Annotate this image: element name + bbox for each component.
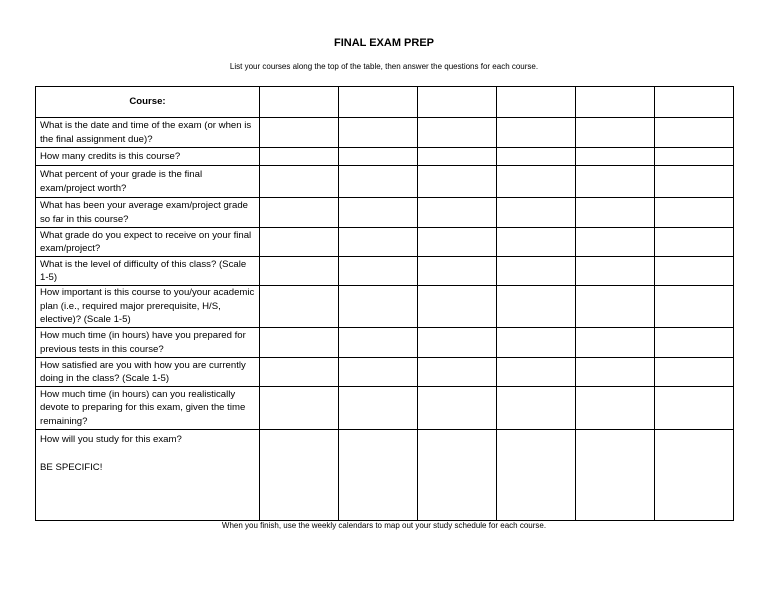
question-row <box>36 387 734 430</box>
answer-cell[interactable] <box>418 148 497 166</box>
course-header-row <box>36 87 734 118</box>
answer-cell[interactable] <box>339 118 418 148</box>
answer-cell[interactable] <box>418 198 497 228</box>
course-name-cell[interactable] <box>655 87 734 118</box>
answer-cell[interactable] <box>418 118 497 148</box>
question-label: How satisfied are you with how you are currently doing in the class? (Scale 1-5) <box>36 358 260 387</box>
answer-cell[interactable] <box>339 358 418 387</box>
answer-cell[interactable] <box>655 166 734 198</box>
course-name-cell[interactable] <box>497 87 576 118</box>
answer-cell[interactable] <box>339 430 418 521</box>
answer-cell[interactable] <box>260 430 339 521</box>
answer-cell[interactable] <box>576 387 655 430</box>
answer-cell[interactable] <box>260 328 339 358</box>
page-title: FINAL EXAM PREP <box>333 37 435 49</box>
answer-cell[interactable] <box>576 228 655 257</box>
answer-cell[interactable] <box>339 198 418 228</box>
answer-cell[interactable] <box>576 198 655 228</box>
answer-cell[interactable] <box>260 286 339 328</box>
answer-cell[interactable] <box>260 358 339 387</box>
question-row <box>36 166 734 198</box>
question-label: How much time (in hours) can you realistically devote to preparing for this exam, given the time remaining? <box>36 387 260 430</box>
answer-cell[interactable] <box>418 257 497 286</box>
answer-cell[interactable] <box>339 286 418 328</box>
question-row <box>36 148 734 166</box>
answer-cell[interactable] <box>655 118 734 148</box>
answer-cell[interactable] <box>655 387 734 430</box>
answer-cell[interactable] <box>497 118 576 148</box>
answer-cell[interactable] <box>260 118 339 148</box>
instructions: List your courses along the top of the table, then answer the questions for each course. <box>229 62 539 71</box>
answer-cell[interactable] <box>497 257 576 286</box>
question-row <box>36 257 734 286</box>
answer-cell[interactable] <box>655 328 734 358</box>
answer-cell[interactable] <box>418 430 497 521</box>
course-header-label: Course: <box>36 87 260 118</box>
question-row <box>36 118 734 148</box>
course-name-cell[interactable] <box>418 87 497 118</box>
question-row <box>36 430 734 521</box>
question-row <box>36 228 734 257</box>
answer-cell[interactable] <box>339 148 418 166</box>
answer-cell[interactable] <box>260 387 339 430</box>
question-label: How will you study for this exam? <box>40 434 182 445</box>
answer-cell[interactable] <box>339 166 418 198</box>
answer-cell[interactable] <box>497 198 576 228</box>
question-label-cell <box>36 430 260 521</box>
answer-cell[interactable] <box>418 166 497 198</box>
answer-cell[interactable] <box>655 257 734 286</box>
answer-cell[interactable] <box>418 358 497 387</box>
answer-cell[interactable] <box>576 118 655 148</box>
exam-prep-table <box>35 86 734 521</box>
question-row <box>36 358 734 387</box>
course-name-cell[interactable] <box>260 87 339 118</box>
answer-cell[interactable] <box>497 387 576 430</box>
answer-cell[interactable] <box>655 286 734 328</box>
answer-cell[interactable] <box>497 166 576 198</box>
answer-cell[interactable] <box>576 430 655 521</box>
answer-cell[interactable] <box>260 198 339 228</box>
question-label: What is the date and time of the exam (or when is the final assignment due)? <box>36 118 260 148</box>
question-label: How much time (in hours) have you prepared for previous tests in this course? <box>36 328 260 358</box>
answer-cell[interactable] <box>655 228 734 257</box>
answer-cell[interactable] <box>418 387 497 430</box>
answer-cell[interactable] <box>418 286 497 328</box>
answer-cell[interactable] <box>576 328 655 358</box>
answer-cell[interactable] <box>576 358 655 387</box>
answer-cell[interactable] <box>655 148 734 166</box>
question-row <box>36 328 734 358</box>
question-label: How many credits is this course? <box>36 148 260 166</box>
answer-cell[interactable] <box>576 286 655 328</box>
course-name-cell[interactable] <box>339 87 418 118</box>
answer-cell[interactable] <box>576 148 655 166</box>
answer-cell[interactable] <box>497 328 576 358</box>
answer-cell[interactable] <box>418 328 497 358</box>
answer-cell[interactable] <box>339 387 418 430</box>
answer-cell[interactable] <box>260 166 339 198</box>
answer-cell[interactable] <box>655 198 734 228</box>
answer-cell[interactable] <box>339 328 418 358</box>
answer-cell[interactable] <box>339 228 418 257</box>
answer-cell[interactable] <box>260 148 339 166</box>
answer-cell[interactable] <box>576 257 655 286</box>
answer-cell[interactable] <box>655 430 734 521</box>
answer-cell[interactable] <box>497 228 576 257</box>
answer-cell[interactable] <box>576 166 655 198</box>
answer-cell[interactable] <box>497 148 576 166</box>
answer-cell[interactable] <box>339 257 418 286</box>
question-label: What percent of your grade is the final exam/project worth? <box>36 166 260 198</box>
question-row <box>36 198 734 228</box>
answer-cell[interactable] <box>655 358 734 387</box>
question-label: What grade do you expect to receive on your final exam/project? <box>36 228 260 257</box>
answer-cell[interactable] <box>260 257 339 286</box>
footer-note: When you finish, use the weekly calendars to map out your study schedule for each course. <box>221 521 547 530</box>
answer-cell[interactable] <box>497 286 576 328</box>
answer-cell[interactable] <box>260 228 339 257</box>
question-row <box>36 286 734 328</box>
course-name-cell[interactable] <box>576 87 655 118</box>
answer-cell[interactable] <box>497 430 576 521</box>
answer-cell[interactable] <box>497 358 576 387</box>
question-label: What has been your average exam/project grade so far in this course? <box>36 198 260 228</box>
answer-cell[interactable] <box>418 228 497 257</box>
specific-note: BE SPECIFIC! <box>40 461 103 473</box>
question-label: How important is this course to you/your academic plan (i.e., required major prerequisite, H/S, elective)? (Scale 1-5) <box>36 286 260 328</box>
question-label: What is the level of difficulty of this class? (Scale 1-5) <box>36 257 260 286</box>
